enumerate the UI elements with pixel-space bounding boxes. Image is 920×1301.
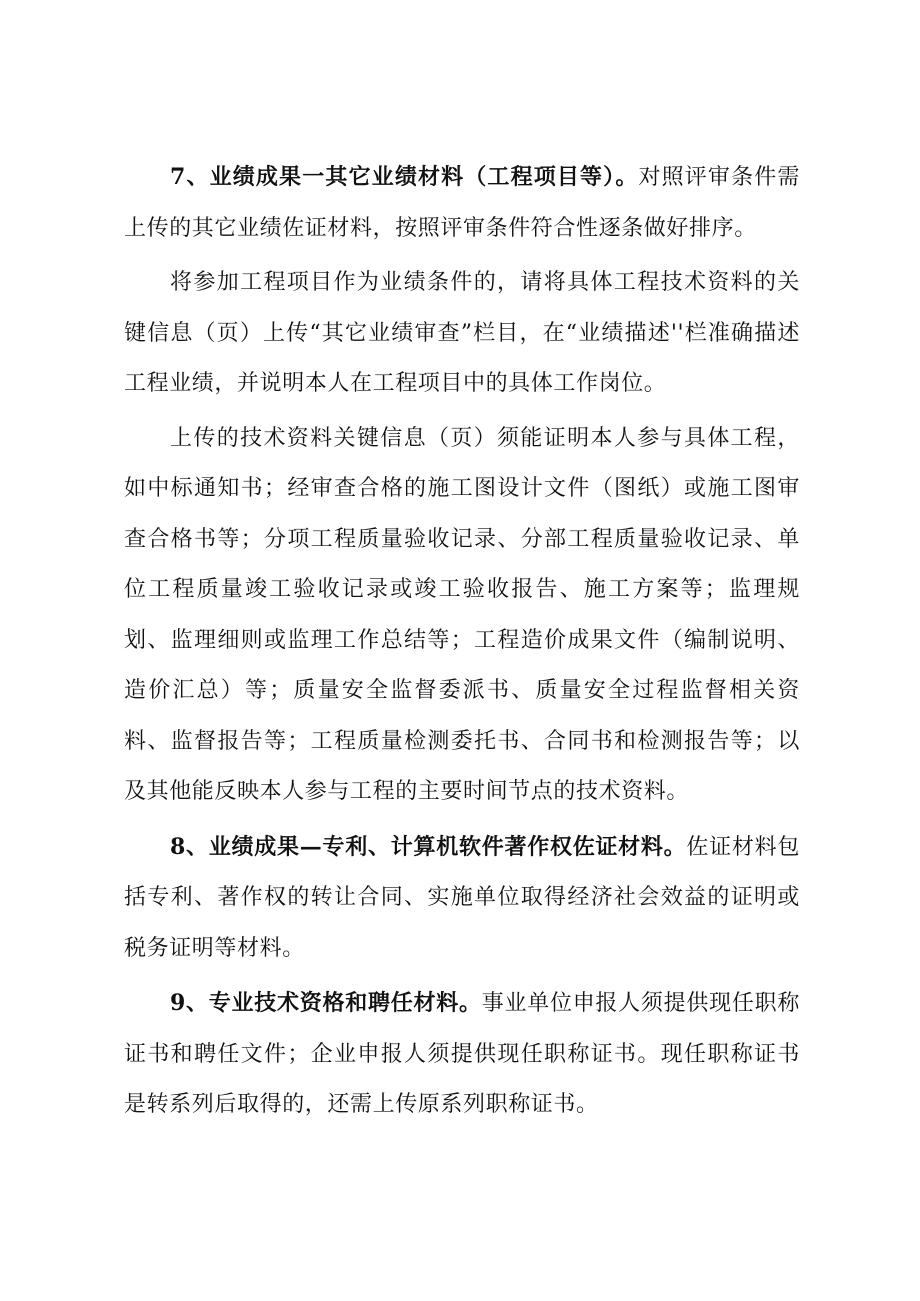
paragraph-technical-materials xyxy=(124,414,800,818)
paragraph-heading: 8、业绩成果—专利、计算机软件著作权佐证材料。 xyxy=(170,833,687,860)
paragraph-body: 佐证材料包括专利、著作权的转让合同、实施单位取得经济社会效益的证明或税务证明等材料。 xyxy=(124,834,800,961)
paragraph-body: 对照评审条件需上传的其它业绩佐证材料，按照评审条件符合性逐条做好排序。 xyxy=(124,165,800,241)
paragraph-body: 上传的技术资料关键信息（页）须能证明本人参与具体工程，如中标通知书；经审查合格的施工图设计文件（图纸）或施工图审查合格书等；分项工程质量验收记录、分部工程质量验收记录、单位工程质量竣工验收记录或竣工验收报告、施工方案等；监理规划、监理细则或监理工作总结等；工程造价成果文件（编制说明、造价汇总）等；质量安全监督委派书、质量安全过程监督相关资料、监督报告等；工程质量检测委托书、合同书和检测报告等；以及其他能反映本人参与工程的主要时间节点的技术资料。 xyxy=(124,425,800,804)
paragraph-item-9 xyxy=(124,978,800,1131)
paragraph-item-8 xyxy=(124,822,800,975)
paragraph-project-upload xyxy=(124,258,800,410)
paragraph-heading: 9、专业技术资格和聘任材料。 xyxy=(170,990,482,1016)
paragraph-body: 事业单位申报人须提供现任职称证书和聘任文件；企业申报人须提供现任职称证书。现任职称证书是转系列后取得的，还需上传原系列职称证书。 xyxy=(124,991,800,1117)
paragraph-body: 将参加工程项目作为业绩条件的，请将具体工程技术资料的关键信息（页）上传“其它业绩审查”栏目，在“业绩描述''栏准确描述工程业绩，并说明本人在工程项目中的具体工作岗位。 xyxy=(124,270,800,396)
paragraph-heading: 7、业绩成果一其它业绩材料（工程项目等）。 xyxy=(170,164,639,190)
document-page xyxy=(124,152,800,1135)
paragraph-item-7 xyxy=(124,152,800,254)
